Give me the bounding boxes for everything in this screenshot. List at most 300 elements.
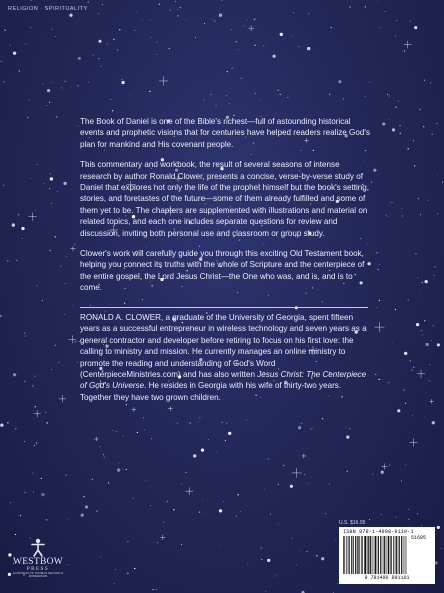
star (126, 404, 127, 405)
star (170, 10, 171, 11)
star (392, 128, 395, 131)
other-book-title: Jesus Christ: The Centerpiece of God's Universe (80, 370, 367, 391)
star (173, 509, 174, 510)
barcode-bar (383, 536, 384, 574)
star (45, 412, 46, 413)
star (231, 29, 232, 30)
star (238, 494, 239, 495)
star (441, 548, 442, 549)
barcode-bar (370, 536, 371, 574)
barcode-bar (388, 536, 389, 574)
star (228, 432, 231, 435)
star (49, 102, 50, 103)
star (74, 244, 75, 245)
star (10, 45, 11, 46)
star (98, 13, 99, 14)
sparkle (159, 76, 168, 85)
sparkle (160, 535, 165, 540)
star (10, 502, 11, 503)
star (117, 49, 118, 50)
isbn-text: ISBN 978-1-4908-9110-1 (343, 529, 414, 535)
star (428, 200, 429, 201)
star (373, 169, 376, 172)
sparkle (132, 407, 137, 412)
star (433, 325, 434, 326)
star (64, 314, 65, 315)
star (241, 78, 242, 79)
star (208, 439, 209, 440)
star (0, 424, 3, 427)
star (423, 126, 424, 127)
barcode-bar (387, 536, 388, 574)
sparkle (59, 395, 66, 402)
star (177, 423, 178, 424)
star (199, 511, 200, 512)
star (189, 422, 190, 423)
star (408, 519, 409, 520)
star (21, 227, 24, 230)
star (98, 58, 99, 59)
barcode-bar (368, 536, 369, 574)
star (119, 29, 120, 30)
star (236, 516, 237, 517)
star (411, 369, 412, 370)
star (98, 40, 101, 43)
star (24, 333, 25, 334)
star (424, 80, 425, 81)
star (78, 57, 81, 60)
barcode-bar (393, 536, 394, 574)
star (156, 54, 157, 55)
star (322, 418, 323, 419)
barcode-bar (362, 536, 363, 574)
star (0, 315, 1, 316)
star (307, 483, 308, 484)
star (122, 79, 123, 80)
star (377, 307, 378, 308)
barcode-bar (357, 536, 358, 574)
star (46, 519, 47, 520)
star (113, 39, 114, 40)
star (418, 198, 419, 199)
star (13, 373, 16, 376)
category-label: RELIGION · SPIRITUALITY (8, 6, 88, 12)
star (199, 417, 200, 418)
barcode-bar (375, 536, 377, 574)
star (247, 19, 248, 20)
star (372, 474, 373, 475)
star (229, 103, 230, 104)
star (137, 432, 138, 433)
barcode-bar (380, 536, 381, 574)
star (435, 266, 436, 267)
barcode (339, 527, 435, 584)
star (389, 96, 390, 97)
star (436, 123, 437, 124)
star (255, 45, 256, 46)
star (107, 43, 108, 44)
star (379, 264, 380, 265)
star (410, 21, 411, 22)
star (369, 82, 370, 83)
star (343, 98, 344, 99)
star (142, 20, 143, 21)
star (92, 479, 93, 480)
star (255, 18, 256, 19)
star (152, 589, 153, 590)
star (127, 541, 128, 542)
star (307, 47, 310, 50)
star (346, 435, 349, 438)
barcode-bar (384, 536, 385, 574)
star (36, 285, 37, 286)
westbow-figure-icon (29, 538, 47, 558)
star (104, 457, 105, 458)
star (124, 303, 125, 304)
star (186, 472, 187, 473)
star (419, 290, 420, 291)
star (278, 523, 279, 524)
star (116, 431, 117, 432)
bio-text-end: . He resides in Georgia with his wife of thirty-two years. Together they have two grown children. (80, 381, 342, 402)
star (156, 42, 157, 43)
star (92, 54, 93, 55)
star (389, 119, 390, 120)
star (85, 505, 88, 508)
star (32, 385, 33, 386)
star (236, 41, 237, 42)
star (134, 506, 135, 507)
star (46, 422, 47, 423)
description-paragraph: The Book of Daniel is one of the Bible's richest—full of astounding historical events and prophetic visions that for centuries have helped readers realize God's plan for mankind and His covenant people. (80, 117, 370, 149)
star (413, 140, 414, 141)
star (30, 27, 31, 28)
star (42, 300, 43, 301)
price-code: 51695 (411, 535, 427, 541)
star (31, 0, 32, 1)
star (386, 215, 387, 216)
star (210, 94, 211, 95)
author-name: RONALD A. CLOWER (80, 313, 161, 322)
star (88, 1, 89, 2)
star (437, 343, 440, 346)
star (96, 510, 97, 511)
sparkle (28, 212, 36, 220)
star (432, 421, 435, 424)
sparkle (429, 399, 433, 403)
star (278, 89, 279, 90)
star (408, 148, 409, 149)
star (265, 591, 266, 592)
star (416, 323, 419, 326)
sparkle (248, 25, 254, 31)
star (35, 406, 36, 407)
star (81, 514, 84, 517)
barcode-bar (373, 536, 374, 574)
publisher-tagline: A DIVISION OF THOMAS NELSON & ZONDERVAN (12, 571, 64, 579)
star (144, 430, 145, 431)
star (434, 275, 435, 276)
star (177, 9, 178, 10)
star (68, 519, 69, 520)
star (51, 203, 52, 204)
book-description (80, 116, 370, 303)
star (240, 511, 241, 512)
star (150, 505, 151, 506)
star (177, 15, 178, 16)
star (408, 509, 409, 510)
star (69, 14, 72, 17)
star (18, 214, 19, 215)
star (392, 342, 393, 343)
star (270, 514, 271, 515)
description-paragraph: This commentary and workbook, the result of several seasons of intense research by author Ronald Clower, presents a concise, verse-by-verse study of Daniel that explores not only the life of the prophet himself but the book's setting, stories, and foretastes of the future—some of them already fulfilled and some of them yet to be. The chapters are supplemented with illustrations and material on related topics, and each one includes separate questions for review and discussion, inviting both personal use and classroom or group study. (80, 160, 370, 238)
star (304, 474, 305, 475)
star (15, 428, 16, 429)
sparkle (409, 439, 417, 447)
star (396, 106, 397, 107)
barcode-bar (406, 536, 407, 574)
description-paragraph: Clower's work will carefully guide you through this exciting Old Testament book, helping you connect its truths with the whole of Scripture and the centerpiece of the entire gospel, the Lord Jesus Christ—the One who was, and is, and is to come. (80, 249, 365, 293)
star (437, 213, 438, 214)
star (126, 469, 127, 470)
star (167, 501, 168, 502)
star (20, 515, 21, 516)
star (301, 423, 302, 424)
star (395, 35, 396, 36)
star (108, 482, 109, 483)
star (146, 480, 147, 481)
star (375, 374, 376, 375)
star (55, 236, 56, 237)
star (117, 468, 120, 471)
star (404, 50, 405, 51)
star (43, 183, 44, 184)
star (66, 256, 67, 257)
star (204, 23, 205, 24)
star (100, 66, 101, 67)
star (283, 465, 284, 466)
star (34, 445, 35, 446)
barcode-bar (355, 536, 356, 574)
star (395, 517, 396, 518)
star (214, 21, 215, 22)
star (276, 114, 277, 115)
star (83, 496, 84, 497)
star (169, 48, 170, 49)
star (36, 442, 37, 443)
barcode-digits: 9 781490 891101 (364, 575, 410, 581)
star (13, 52, 16, 55)
star (299, 424, 300, 425)
star (226, 95, 227, 96)
star (90, 305, 91, 306)
star (376, 252, 377, 253)
barcode-bar (364, 536, 366, 574)
star (222, 422, 223, 423)
sparkle (382, 464, 388, 470)
star (223, 501, 224, 502)
star (255, 93, 256, 94)
star (129, 94, 130, 95)
star (112, 110, 113, 111)
star (99, 446, 100, 447)
star (385, 11, 386, 12)
star (123, 436, 124, 437)
star (298, 426, 301, 429)
star (420, 214, 421, 215)
star (216, 451, 217, 452)
sparkle (417, 370, 425, 378)
barcode-bar (378, 536, 379, 574)
star (180, 7, 181, 8)
star (331, 27, 332, 28)
star (254, 19, 255, 20)
star (77, 85, 78, 86)
star (181, 544, 182, 545)
star (110, 99, 111, 100)
star (127, 573, 128, 574)
barcode-bar (401, 536, 402, 574)
star (102, 4, 103, 5)
star (380, 27, 381, 28)
star (193, 454, 196, 457)
star (424, 320, 425, 321)
star (72, 305, 73, 306)
sparkle (374, 322, 384, 332)
star (114, 583, 115, 584)
star (34, 376, 35, 377)
star (267, 559, 270, 562)
star (51, 369, 52, 370)
barcode-bar (349, 536, 350, 574)
star (280, 33, 283, 36)
barcode-bar (348, 536, 349, 574)
star (42, 84, 43, 85)
star (7, 260, 8, 261)
star (221, 0, 222, 1)
barcode-bar (404, 536, 405, 574)
star (410, 419, 411, 420)
star (65, 474, 66, 475)
star (310, 428, 311, 429)
barcode-bar (346, 536, 347, 574)
star (30, 178, 31, 179)
star (260, 99, 261, 100)
star (261, 548, 262, 549)
star (151, 37, 152, 38)
star (382, 122, 385, 125)
star (25, 43, 26, 44)
barcode-bar (391, 536, 392, 574)
star (90, 495, 91, 496)
star (413, 367, 414, 368)
star (213, 19, 214, 20)
sparkle (302, 454, 307, 459)
star (41, 478, 42, 479)
barcode-bar (358, 536, 359, 574)
star (264, 489, 265, 490)
sparkle (292, 468, 302, 478)
star (287, 97, 288, 98)
star (381, 514, 382, 515)
star (425, 280, 428, 283)
barcode-bar (344, 536, 345, 574)
star (408, 299, 409, 300)
star (115, 569, 116, 570)
star (395, 309, 396, 310)
author-bio (80, 312, 370, 403)
star (232, 68, 233, 69)
star (159, 4, 160, 5)
star (37, 164, 38, 165)
star (57, 191, 58, 192)
star (22, 238, 23, 239)
star (261, 559, 262, 560)
star (379, 300, 380, 301)
star (149, 91, 150, 92)
star (312, 428, 313, 429)
star (134, 568, 135, 569)
star (268, 458, 269, 459)
star (78, 126, 79, 127)
star (103, 454, 104, 455)
star (392, 202, 393, 203)
star (321, 557, 324, 560)
star (35, 210, 36, 211)
publisher-press: PRESS (26, 567, 50, 572)
star (1, 61, 2, 62)
star (401, 208, 402, 209)
star (430, 82, 431, 83)
star (437, 526, 440, 529)
star (65, 81, 66, 82)
barcode-bar (367, 536, 368, 574)
star (50, 177, 53, 180)
star (75, 341, 76, 342)
star (300, 550, 301, 551)
star (24, 381, 25, 382)
star (388, 382, 389, 383)
star (404, 390, 405, 391)
star (46, 105, 47, 106)
star (58, 362, 59, 363)
star (308, 13, 309, 14)
star (181, 483, 182, 484)
sparkle (168, 406, 173, 411)
sparkle (94, 437, 99, 442)
star (429, 364, 430, 365)
star (33, 492, 34, 493)
star (60, 266, 61, 267)
star (336, 539, 337, 540)
star (280, 94, 281, 95)
sparkle (70, 246, 75, 251)
star (151, 438, 152, 439)
star (157, 542, 158, 543)
star (325, 513, 326, 514)
star (29, 100, 30, 101)
star (410, 360, 411, 361)
star (55, 36, 56, 37)
star (216, 105, 217, 106)
star (219, 509, 222, 512)
star (274, 576, 275, 577)
star (65, 283, 66, 284)
star (419, 109, 420, 110)
sparkle (185, 487, 193, 495)
star (377, 269, 378, 270)
